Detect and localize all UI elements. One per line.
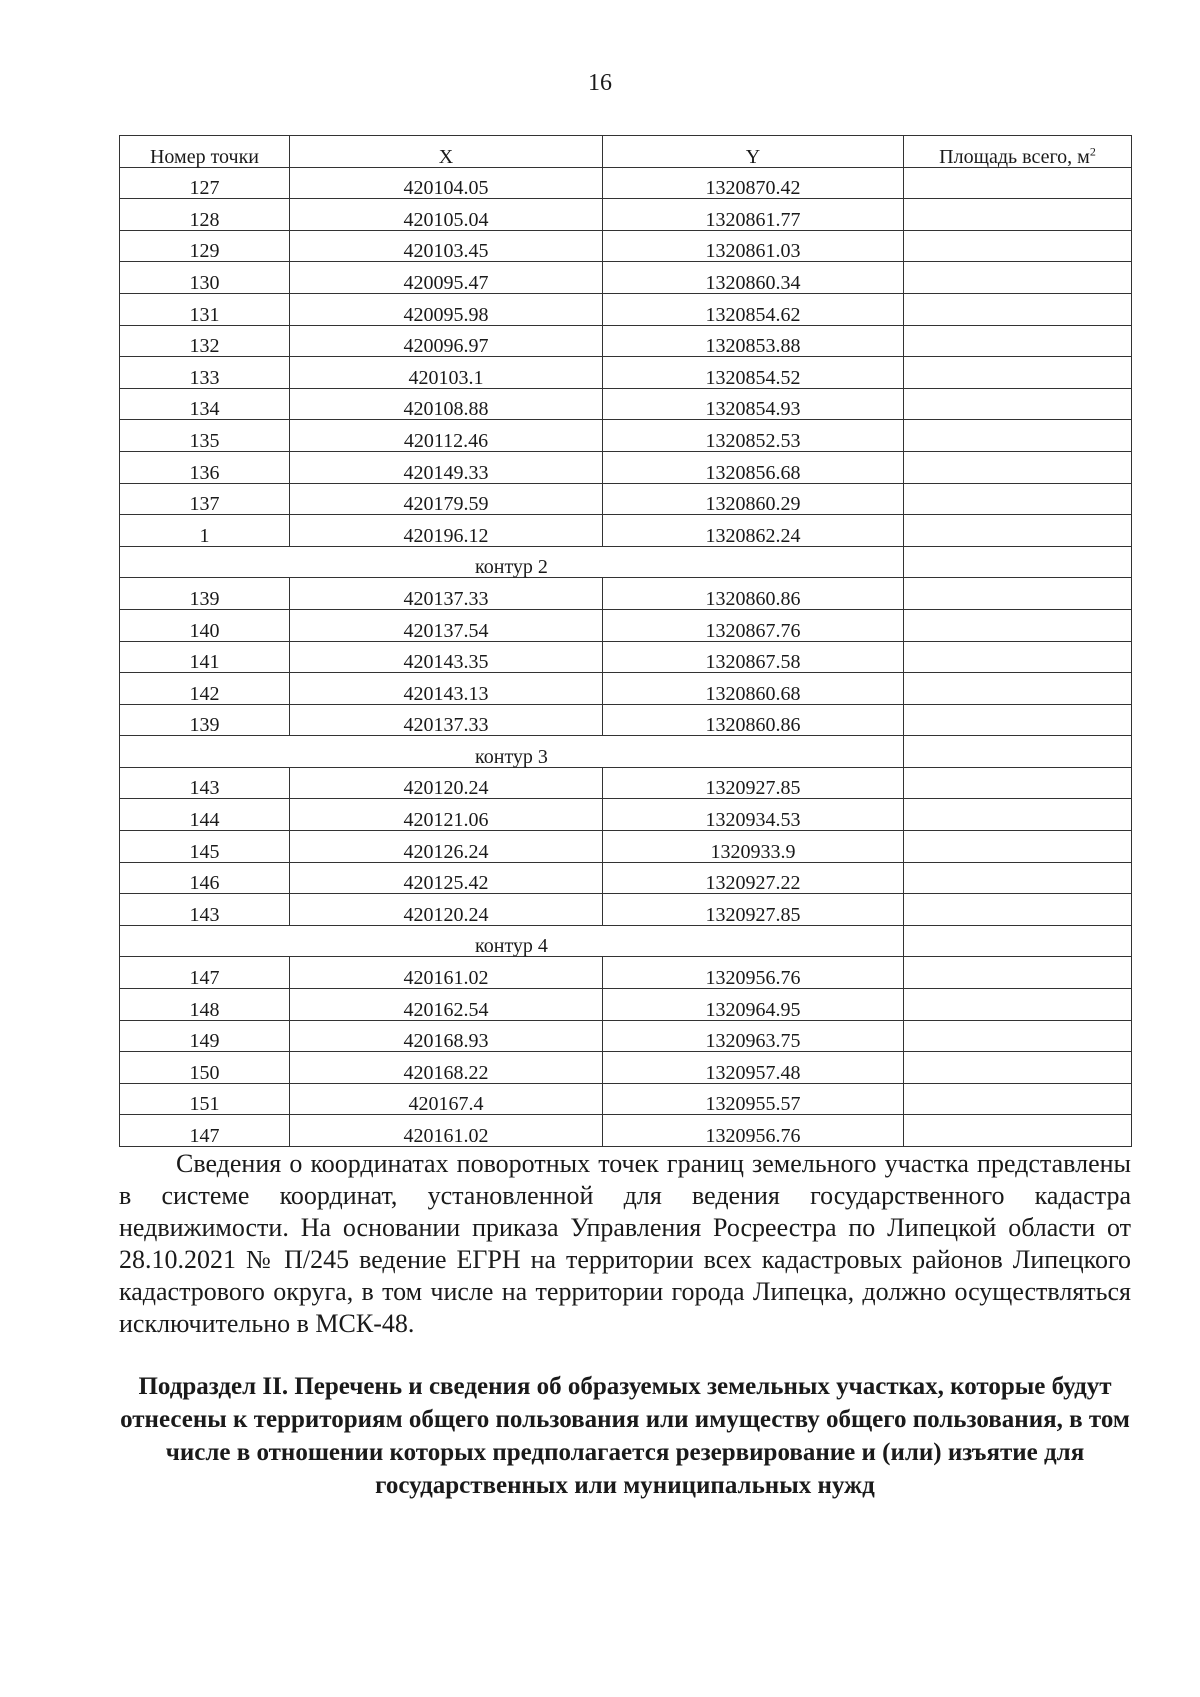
y-cell: 1320860.86 [603,578,904,610]
contour-row [120,546,1132,578]
y-cell: 1320862.24 [603,515,904,547]
table-row [120,199,1132,231]
area-cell [904,262,1132,294]
table-row [120,704,1132,736]
y-cell: 1320861.03 [603,230,904,262]
y-cell: 1320870.42 [603,167,904,199]
header-area-label: Площадь всего, м [939,145,1090,168]
point-number-cell: 139 [120,578,290,610]
area-cell [904,1020,1132,1052]
coordinates-table [119,135,1132,1147]
area-cell [904,325,1132,357]
area-cell [904,230,1132,262]
point-number-cell: 137 [120,483,290,515]
point-number-cell: 133 [120,357,290,389]
x-cell: 420162.54 [290,989,603,1021]
area-cell [904,1052,1132,1084]
y-cell: 1320854.62 [603,293,904,325]
table-row [120,578,1132,610]
area-cell [904,831,1132,863]
y-cell: 1320963.75 [603,1020,904,1052]
y-cell: 1320854.93 [603,388,904,420]
point-number-cell: 127 [120,167,290,199]
point-number-cell: 149 [120,1020,290,1052]
table-row [120,357,1132,389]
point-number-cell: 130 [120,262,290,294]
point-number-cell: 147 [120,957,290,989]
coordinate-system-paragraph: Сведения о координатах поворотных точек границ земельного участка представлены в системе координат, установленной для ведения государственного кадастра недвижимости. На основании приказа Управления Росреестра по Липецкой области от 28.10.2021 № П/245 ведение ЕГРН на территории всех кадастровых районов Липецкого кадастрового округа, в том числе на территории города Липецка, должно осуществляться исключительно в МСК-48. [119,1149,1131,1338]
area-cell [904,767,1132,799]
area-cell [904,546,1132,578]
y-cell: 1320867.76 [603,609,904,641]
x-cell: 420161.02 [290,957,603,989]
x-cell: 420120.24 [290,767,603,799]
table-row [120,641,1132,673]
area-cell [904,673,1132,705]
table-row [120,451,1132,483]
x-cell: 420103.45 [290,230,603,262]
table-row [120,1083,1132,1115]
y-cell: 1320957.48 [603,1052,904,1084]
y-cell: 1320964.95 [603,989,904,1021]
area-cell [904,357,1132,389]
table-row [120,262,1132,294]
area-cell [904,451,1132,483]
area-cell [904,167,1132,199]
table-row [120,767,1132,799]
table-row [120,799,1132,831]
point-number-cell: 148 [120,989,290,1021]
area-cell [904,957,1132,989]
table-header-row [120,136,1132,168]
y-cell: 1320860.86 [603,704,904,736]
area-cell [904,862,1132,894]
x-cell: 420137.33 [290,578,603,610]
point-number-cell: 141 [120,641,290,673]
area-cell [904,483,1132,515]
header-area-superscript: 2 [1089,143,1096,158]
point-number-cell: 134 [120,388,290,420]
table-row [120,673,1132,705]
header-y: Y [603,136,904,168]
area-cell [904,799,1132,831]
contour-row [120,736,1132,768]
header-x: X [290,136,603,168]
area-cell [904,420,1132,452]
x-cell: 420168.93 [290,1020,603,1052]
point-number-cell: 140 [120,609,290,641]
x-cell: 420179.59 [290,483,603,515]
x-cell: 420137.33 [290,704,603,736]
point-number-cell: 143 [120,894,290,926]
table-body [120,167,1132,1146]
area-cell [904,704,1132,736]
x-cell: 420104.05 [290,167,603,199]
point-number-cell: 150 [120,1052,290,1084]
y-cell: 1320867.58 [603,641,904,673]
x-cell: 420121.06 [290,799,603,831]
point-number-cell: 132 [120,325,290,357]
x-cell: 420168.22 [290,1052,603,1084]
x-cell: 420096.97 [290,325,603,357]
x-cell: 420095.98 [290,293,603,325]
table-row [120,167,1132,199]
table-row [120,325,1132,357]
y-cell: 1320856.68 [603,451,904,483]
x-cell: 420196.12 [290,515,603,547]
table-row [120,230,1132,262]
table-row [120,831,1132,863]
table-row [120,293,1132,325]
point-number-cell: 143 [120,767,290,799]
subsection-title: Подраздел II. Перечень и сведения об образуемых земельных участках, которые будут отнесены к территориям общего пользования или имуществу общего пользования, в том числе в отношении которых предполагается резервирование и (или) изъятие для государственных или муниципальных нужд [120,1373,1130,1499]
y-cell: 1320927.85 [603,894,904,926]
x-cell: 420143.35 [290,641,603,673]
area-cell [904,641,1132,673]
y-cell: 1320956.76 [603,1115,904,1147]
y-cell: 1320860.29 [603,483,904,515]
point-number-cell: 151 [120,1083,290,1115]
area-cell [904,736,1132,768]
table-row [120,862,1132,894]
x-cell: 420120.24 [290,894,603,926]
table-row [120,483,1132,515]
y-cell: 1320955.57 [603,1083,904,1115]
y-cell: 1320934.53 [603,799,904,831]
header-point-number: Номер точки [120,136,290,168]
x-cell: 420095.47 [290,262,603,294]
area-cell [904,293,1132,325]
contour-label: контур 2 [120,546,904,578]
x-cell: 420126.24 [290,831,603,863]
y-cell: 1320853.88 [603,325,904,357]
area-cell [904,1115,1132,1147]
area-cell [904,1083,1132,1115]
table-row [120,1020,1132,1052]
point-number-cell: 142 [120,673,290,705]
point-number-cell: 136 [120,451,290,483]
area-cell [904,578,1132,610]
y-cell: 1320927.85 [603,767,904,799]
y-cell: 1320933.9 [603,831,904,863]
y-cell: 1320860.34 [603,262,904,294]
table-row [120,1115,1132,1147]
y-cell: 1320956.76 [603,957,904,989]
x-cell: 420125.42 [290,862,603,894]
contour-row [120,925,1132,957]
point-number-cell: 128 [120,199,290,231]
y-cell: 1320861.77 [603,199,904,231]
table-row [120,989,1132,1021]
point-number-cell: 131 [120,293,290,325]
y-cell: 1320927.22 [603,862,904,894]
point-number-cell: 147 [120,1115,290,1147]
y-cell: 1320860.68 [603,673,904,705]
area-cell [904,989,1132,1021]
table-row [120,388,1132,420]
table-row [120,894,1132,926]
point-number-cell: 144 [120,799,290,831]
contour-label: контур 3 [120,736,904,768]
table-row [120,609,1132,641]
header-area [904,136,1132,168]
area-cell [904,609,1132,641]
x-cell: 420103.1 [290,357,603,389]
table-row [120,515,1132,547]
x-cell: 420137.54 [290,609,603,641]
area-cell [904,515,1132,547]
table-row [120,420,1132,452]
area-cell [904,894,1132,926]
x-cell: 420143.13 [290,673,603,705]
x-cell: 420105.04 [290,199,603,231]
area-cell [904,388,1132,420]
point-number-cell: 145 [120,831,290,863]
point-number-cell: 1 [120,515,290,547]
area-cell [904,199,1132,231]
x-cell: 420161.02 [290,1115,603,1147]
table-row [120,1052,1132,1084]
x-cell: 420149.33 [290,451,603,483]
area-cell [904,925,1132,957]
contour-label: контур 4 [120,925,904,957]
x-cell: 420108.88 [290,388,603,420]
y-cell: 1320854.52 [603,357,904,389]
point-number-cell: 146 [120,862,290,894]
x-cell: 420112.46 [290,420,603,452]
point-number-cell: 129 [120,230,290,262]
table-row [120,957,1132,989]
page-number: 16 [588,70,612,96]
point-number-cell: 139 [120,704,290,736]
point-number-cell: 135 [120,420,290,452]
y-cell: 1320852.53 [603,420,904,452]
x-cell: 420167.4 [290,1083,603,1115]
